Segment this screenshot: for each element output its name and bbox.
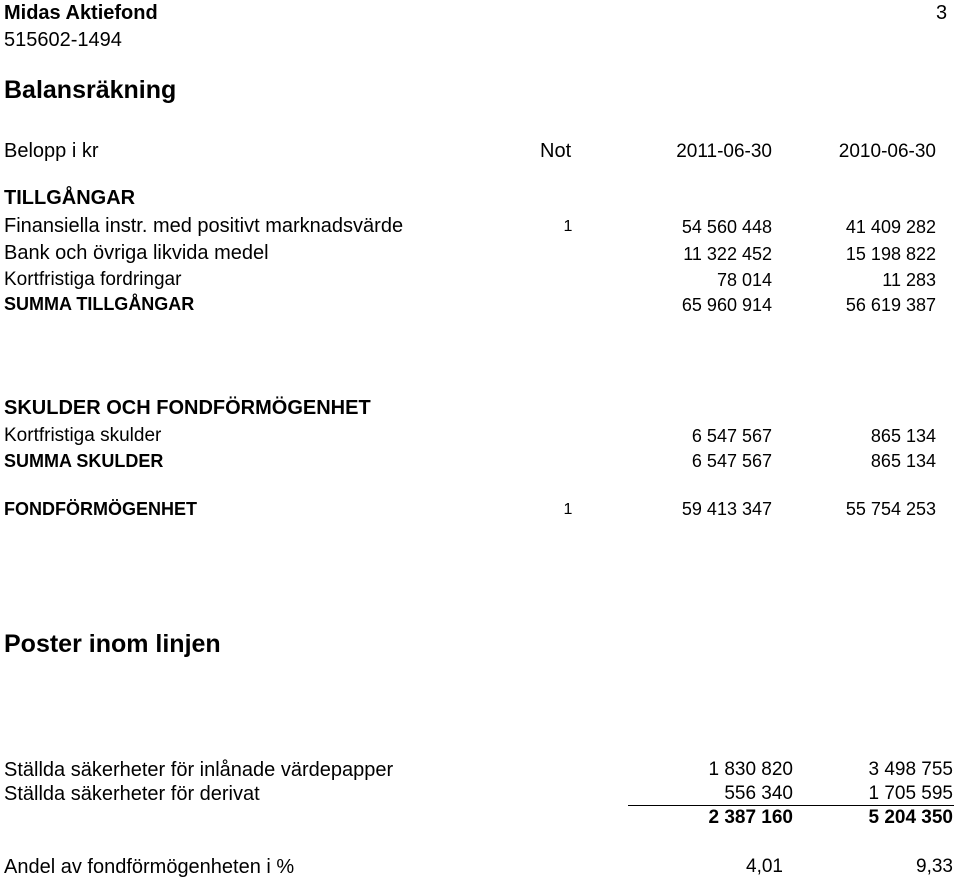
asset-row-current: 78 014	[716, 270, 772, 290]
column-label-header: Belopp i kr	[4, 140, 99, 162]
liability-row-label: Kortfristiga skulder	[4, 425, 162, 446]
off-balance-row-label: Ställda säkerheter för inlånade värdepapper	[4, 759, 394, 781]
subtotal-rule	[628, 805, 954, 806]
org-number: 515602-1494	[4, 29, 122, 51]
off-balance-row-previous: 3 498 755	[868, 759, 953, 780]
column-current-header: 2011-06-30	[676, 141, 772, 162]
off-balance-row-current: 556 340	[724, 783, 793, 804]
asset-row-current: 54 560 448	[681, 217, 772, 237]
liabilities-total-previous: 865 134	[870, 451, 936, 471]
liabilities-total-current: 6 547 567	[691, 451, 772, 471]
assets-total-previous: 56 619 387	[845, 295, 936, 315]
liability-row-current: 6 547 567	[691, 426, 772, 446]
off-balance-row-label: Ställda säkerheter för derivat	[4, 783, 260, 805]
fund-assets-note: 1	[563, 501, 573, 518]
asset-row-previous: 15 198 822	[845, 244, 936, 264]
page-title: Balansräkning	[4, 76, 177, 104]
assets-heading: TILLGÅNGAR	[4, 187, 136, 209]
fund-name: Midas Aktiefond	[4, 2, 158, 24]
asset-row-previous: 41 409 282	[845, 217, 936, 237]
fund-assets-previous: 55 754 253	[845, 499, 936, 519]
off-balance-total-current: 2 387 160	[708, 807, 793, 828]
liabilities-total-label: SUMMA SKULDER	[4, 451, 164, 471]
column-note-header: Not	[540, 140, 572, 162]
asset-row-note: 1	[563, 218, 573, 235]
off-balance-heading: Poster inom linjen	[4, 630, 221, 658]
assets-total-label: SUMMA TILLGÅNGAR	[4, 294, 195, 314]
page-number: 3	[936, 2, 948, 24]
fund-assets-label: FONDFÖRMÖGENHET	[4, 499, 197, 519]
share-label: Andel av fondförmögenheten i %	[4, 856, 295, 878]
assets-total-current: 65 960 914	[681, 295, 772, 315]
liabilities-heading: SKULDER OCH FONDFÖRMÖGENHET	[4, 397, 371, 419]
fund-assets-current: 59 413 347	[681, 499, 772, 519]
asset-row-label: Kortfristiga fordringar	[4, 269, 182, 290]
asset-row-label: Bank och övriga likvida medel	[4, 242, 269, 264]
asset-row-current: 11 322 452	[683, 244, 772, 264]
share-previous: 9,33	[916, 856, 953, 877]
off-balance-total-previous: 5 204 350	[868, 807, 953, 828]
liability-row-previous: 865 134	[870, 426, 936, 446]
off-balance-row-previous: 1 705 595	[868, 783, 953, 804]
column-previous-header: 2010-06-30	[838, 141, 936, 162]
asset-row-previous: 11 283	[882, 270, 936, 290]
asset-row-label: Finansiella instr. med positivt marknadsvärde	[4, 215, 404, 237]
off-balance-row-current: 1 830 820	[708, 759, 793, 780]
share-current: 4,01	[746, 856, 783, 877]
